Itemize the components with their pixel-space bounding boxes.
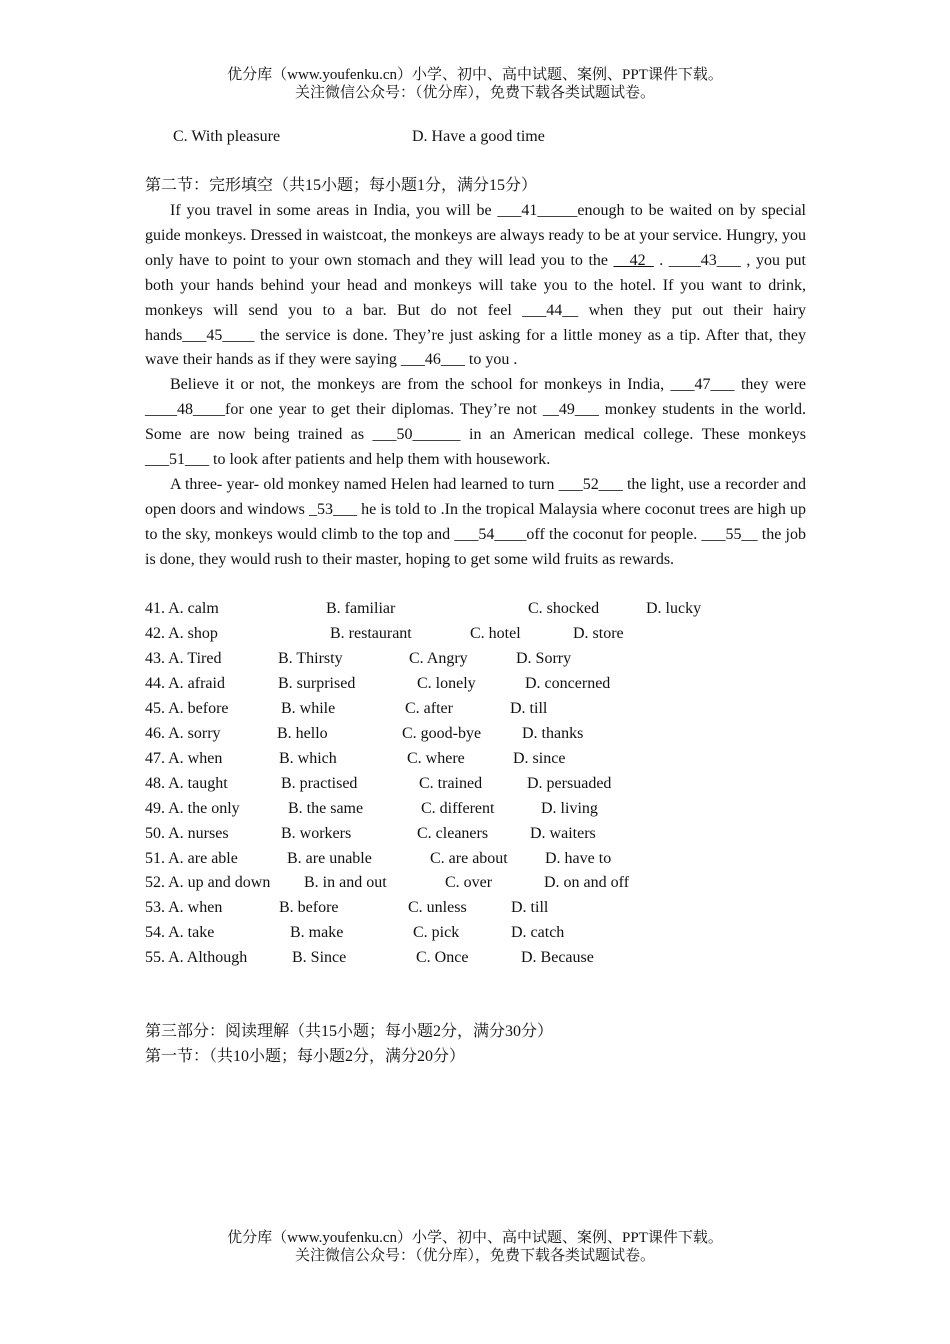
- cloze-passage: [145, 199, 806, 573]
- passage-p1-text-b: . ____43___ , you put both your hands behind your head and monkeys will take you to the hotel. If you want to drink, monkeys will send you to a bar. But do not feel ___44__ when they put out their hairy hands___45____ the service is done. They’re just asking for a little money as a tip. After that, they wave their hands as if they were saying ___46___ to you .: [145, 251, 807, 369]
- option-c: C. are about: [430, 849, 508, 867]
- passage-paragraph-1: [145, 199, 806, 373]
- blank-42: __42_: [613, 251, 654, 269]
- option-b: B. Since: [292, 949, 347, 967]
- header-line-2: 关注微信公众号：（优分库），免费下载各类试题试卷。: [294, 85, 655, 101]
- option-d: D. thanks: [522, 724, 584, 742]
- question-number-option-a: 41. A. calm: [145, 600, 219, 617]
- question-number-option-a: 43. A. Tired: [145, 649, 222, 667]
- option-c: C. where: [407, 749, 465, 767]
- option-d: D. have to: [545, 849, 612, 867]
- option-b: B. in and out: [304, 874, 387, 892]
- question-number-option-a: 54. A. take: [145, 924, 215, 942]
- footer-line-2: 关注微信公众号：（优分库），免费下载各类试题试卷。: [294, 1248, 655, 1264]
- option-c: C. shocked: [528, 600, 600, 617]
- option-c: C. unless: [408, 899, 467, 917]
- option-d: D. Sorry: [516, 649, 572, 667]
- option-d: D. till: [511, 899, 549, 917]
- option-b: B. make: [290, 924, 344, 942]
- option-b: B. restaurant: [330, 624, 412, 642]
- question-number-option-a: 42. A. shop: [145, 624, 218, 642]
- footer-line-1: 优分库（www.youfenku.cn）小学、初中、高中试题、案例、PPT课件下载。: [227, 1230, 723, 1246]
- part-3-title: 第三部分：阅读理解（共15小题；每小题2分，满分30分）: [145, 1023, 554, 1040]
- page-footer: [0, 1229, 950, 1265]
- option-c: C. after: [405, 699, 453, 717]
- passage-p1-text-a: If you travel in some areas in India, you will be ___41_____enough to be waited on by special guide monkeys. Dressed in waistcoat, the monkeys are always ready to be at your service. Hungry, you only have to point to your own stomach and they will lead you to the: [145, 202, 806, 269]
- question-number-option-a: 45. A. before: [145, 699, 229, 717]
- option-b: B. surprised: [278, 674, 356, 692]
- option-d: D. catch: [511, 924, 565, 942]
- option-c: C. hotel: [470, 624, 521, 642]
- option-c: C. lonely: [417, 674, 476, 692]
- option-d: D. Because: [521, 949, 594, 967]
- option-c: C. Angry: [409, 649, 468, 667]
- option-c: C. cleaners: [417, 824, 489, 842]
- option-d: D. lucky: [646, 600, 702, 617]
- passage-paragraph-3: A three- year- old monkey named Helen had learned to turn ___52___ the light, use a recorder and open doors and windows _53___ he is told to .In the tropical Malaysia where coconut trees are high up to the sky, monkeys would climb to the top and ___54____off the coconut for people. ___55__ the job is done, they would rush to their master, hoping to get some wild fruits as rewards.: [145, 475, 806, 568]
- prev-option-c: C. With pleasure: [173, 128, 281, 145]
- option-b: B. while: [281, 699, 336, 717]
- option-c: C. Once: [416, 949, 469, 967]
- section-2-title: 第二节：完形填空（共15小题；每小题1分，满分15分）: [145, 177, 538, 194]
- option-d: D. store: [573, 624, 624, 642]
- option-b: B. hello: [277, 724, 328, 742]
- option-c: C. trained: [419, 774, 483, 792]
- option-d: D. on and off: [544, 874, 630, 892]
- option-b: B. practised: [281, 774, 358, 792]
- option-d: D. waiters: [530, 824, 596, 842]
- question-number-option-a: 53. A. when: [145, 899, 223, 917]
- option-c: C. over: [445, 874, 493, 892]
- option-d: D. concerned: [525, 674, 611, 692]
- option-d: D. till: [510, 699, 548, 717]
- option-b: B. workers: [281, 824, 352, 842]
- header-line-1: 优分库（www.youfenku.cn）小学、初中、高中试题、案例、PPT课件下载。: [227, 67, 723, 83]
- question-number-option-a: 50. A. nurses: [145, 824, 229, 842]
- prev-option-d: D. Have a good time: [412, 128, 545, 145]
- option-b: B. familiar: [326, 600, 396, 617]
- option-b: B. Thirsty: [278, 649, 343, 667]
- question-number-option-a: 44. A. afraid: [145, 674, 225, 692]
- option-b: B. the same: [288, 799, 364, 817]
- option-c: C. different: [421, 799, 495, 817]
- question-number-option-a: 55. A. Although: [145, 949, 248, 967]
- option-d: D. since: [513, 749, 566, 767]
- option-b: B. which: [279, 749, 337, 767]
- question-number-option-a: 46. A. sorry: [145, 724, 221, 742]
- option-d: D. persuaded: [527, 774, 612, 792]
- option-b: B. before: [279, 899, 339, 917]
- part-3-subtitle: 第一节：（共10小题；每小题2分，满分20分）: [145, 1048, 466, 1065]
- question-number-option-a: 47. A. when: [145, 749, 223, 767]
- option-c: C. pick: [413, 924, 460, 942]
- question-number-option-a: 52. A. up and down: [145, 874, 271, 892]
- option-c: C. good-bye: [402, 724, 482, 742]
- question-number-option-a: 49. A. the only: [145, 799, 240, 817]
- question-number-option-a: 51. A. are able: [145, 849, 238, 867]
- option-b: B. are unable: [287, 849, 372, 867]
- passage-paragraph-2: Believe it or not, the monkeys are from the school for monkeys in India, ___47___ they were ____48____for one year to get their diplomas. They’re not __49___ monkey students in the world. Some are now being trained as ___50______ in an American medical college. These monkeys ___51___ to look after patients and help them with housework.: [145, 376, 806, 469]
- option-d: D. living: [541, 799, 598, 817]
- question-number-option-a: 48. A. taught: [145, 774, 228, 792]
- page-header: [0, 66, 950, 102]
